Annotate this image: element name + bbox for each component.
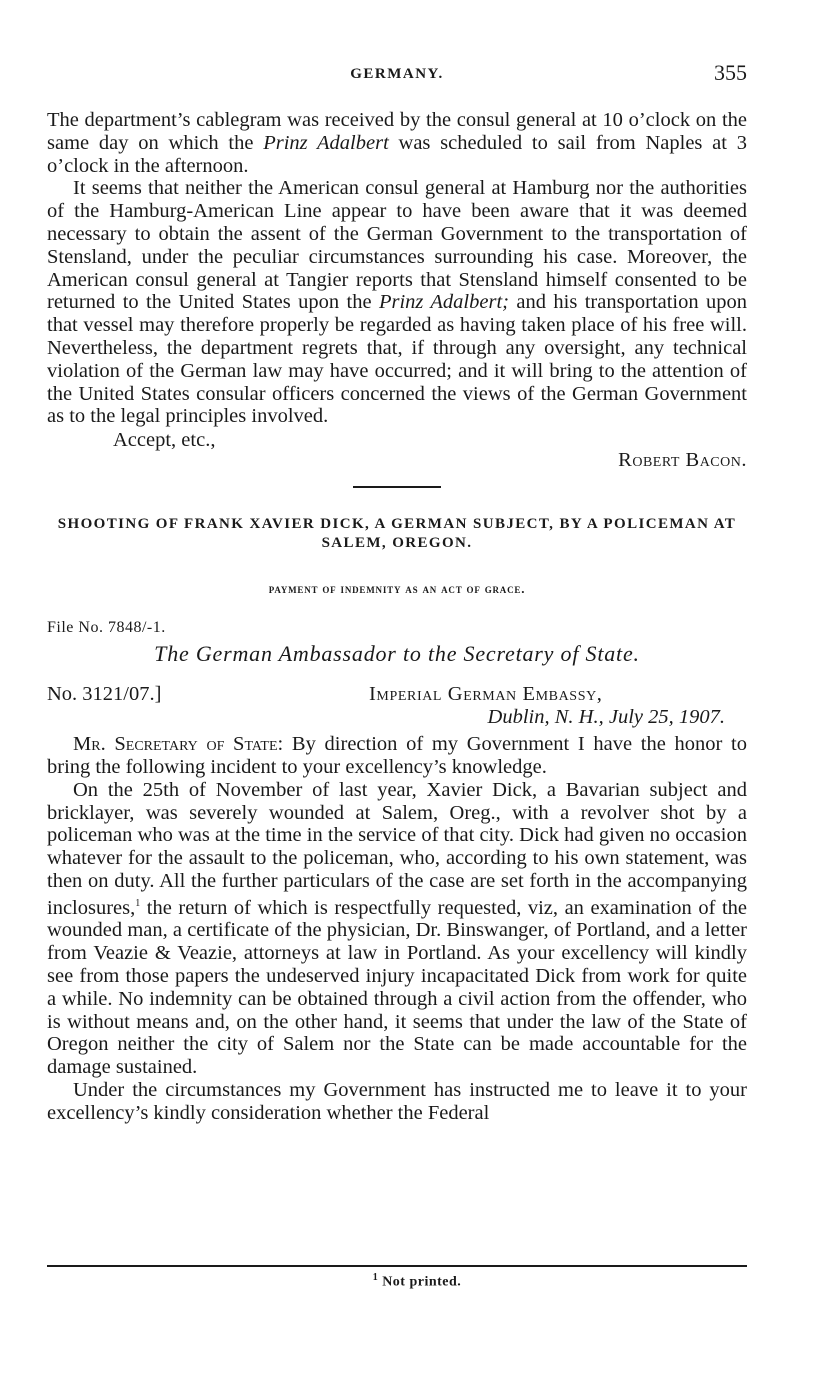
document-title: The German Ambassador to the Secretary of State. (154, 641, 640, 667)
text-run: the return of which is respectfully requested, viz, an examination of the wounded man, a certificate of the physician, Dr. Binswanger, of Portland, and a letter from Veazie & Veazie, attorneys at law in Portland. As your excellency will kindly see from those papers the undeserved injury incapacitated Dick from work for quite a while. No indemnity can be obtained through a civil action from the offender, who is without means and, on the other hand, it seems that under the law of the State of Oregon neither the city of Salem nor the State can be made accountable for the damage sustained. (47, 896, 747, 1079)
text-run: The department’s cablegram was received by the consul general at 10 o’clock on the same day on which the (47, 109, 747, 154)
ship-name: Prinz Adalbert; (378, 291, 509, 314)
footnote-mark: 1 (372, 1272, 379, 1283)
signature: Robert Bacon. (618, 449, 747, 472)
footnote-reference: 1 (135, 897, 141, 909)
file-number: File No. 7848/-1. (47, 619, 166, 637)
paragraph-incident (47, 779, 747, 1079)
footnote-rule (47, 1265, 747, 1267)
letter-closing (47, 428, 747, 478)
paragraph-cablegram (47, 109, 747, 177)
text-run: It seems that neither the American consul general at Hamburg nor the authorities of the Hamburg-American Line appear to have been aware that it was deemed necessary to obtain the assent of the German Government to the transportation of Stensland, under the peculiar circumstances surrounding his case. Moreover, the American consul general at Tangier reports that Stensland himself consented to be returned to the United States upon the (47, 177, 747, 314)
paragraph-circumstances (47, 1079, 747, 1125)
dateline (47, 683, 747, 733)
footnote-text: Not printed. (382, 1274, 462, 1290)
complimentary-close: Accept, etc., (113, 429, 216, 452)
document-number: No. 3121/07.] (47, 683, 162, 706)
embassy-name: Imperial German Embassy, (369, 683, 603, 706)
text-run: and his transportation upon that vessel may therefore properly be regarded as having taken place of his free will. Nevertheless, the department regrets that, if through any oversight, any technical violation of the German law may have occurred; and it will bring to the attention of the United States consular officers concerned the views of the German Government as to the legal principles involved. (47, 291, 747, 428)
text-run: was scheduled to sail from Naples at 3 o’clock in the afternoon. (47, 131, 747, 177)
page-number: 355 (714, 60, 747, 85)
section-heading: SHOOTING OF FRANK XAVIER DICK, A GERMAN SUBJECT, BY A POLICEMAN AT SALEM, OREGON. (57, 516, 737, 552)
text-run: : By direction of my Government I have the honor to bring the following incident to your excellency’s knowledge. (47, 733, 747, 778)
text-run: On the 25th of November of last year, Xavier Dick, a Bavarian subject and bricklayer, was severely wounded at Salem, Oreg., with a revolver shot by a policeman who was at the time in the service of that city. Dick had given no occasion whatever for the assault to the policeman, who, according to his own statement, was then on duty. All the further particulars of the case are set forth in the accompanying inclosures, (47, 778, 747, 919)
running-head (47, 58, 747, 90)
page (47, 58, 747, 1125)
section-divider (353, 486, 441, 488)
running-title: GERMANY. (350, 66, 444, 82)
footnote (0, 1272, 834, 1291)
ship-name: Prinz Adalbert (263, 131, 389, 154)
paragraph-salutation (47, 733, 747, 779)
paragraph-stensland (47, 177, 747, 428)
section-subheading: payment of indemnity as an act of grace. (268, 581, 526, 597)
text-run: Under the circumstances my Government has instructed me to leave it to your excellency’s kindly consideration whether the Federal (47, 1078, 747, 1124)
salutation: Mr. Secretary of State (73, 733, 278, 756)
place-date: Dublin, N. H., July 25, 1907. (487, 706, 725, 729)
